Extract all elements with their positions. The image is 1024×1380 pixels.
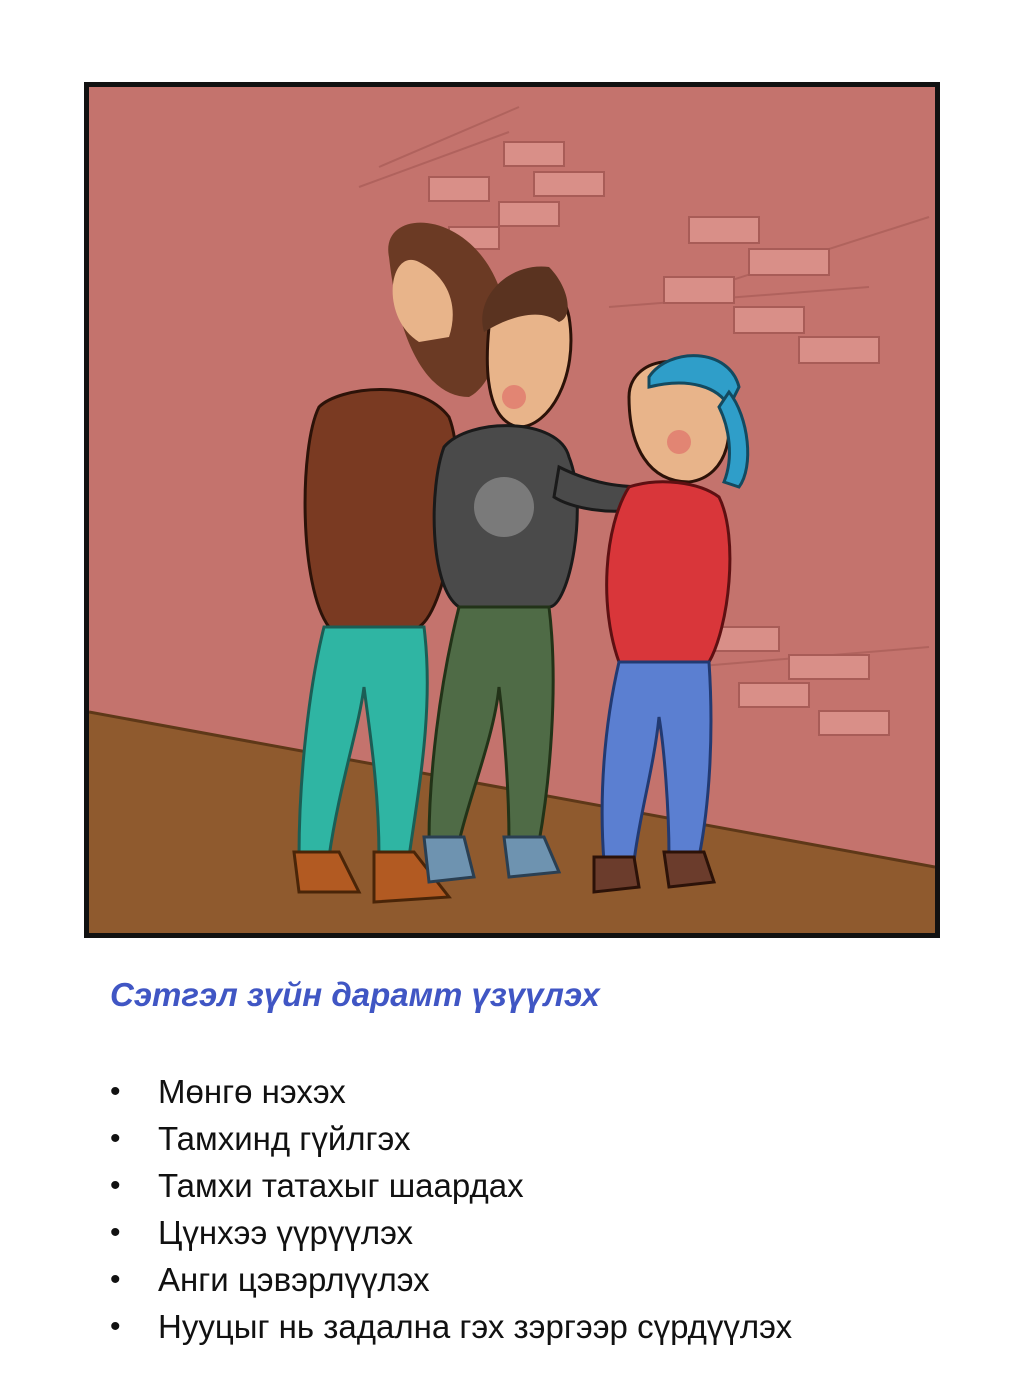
bullying-scene-illustration [89, 87, 935, 933]
bullet-icon: • [110, 1263, 121, 1296]
list-item [110, 1209, 792, 1256]
bullet-list [110, 1068, 792, 1350]
bullet-icon: • [110, 1169, 121, 1202]
list-item [110, 1256, 792, 1303]
list-item [110, 1115, 792, 1162]
illustration-panel [84, 82, 940, 938]
list-item [110, 1068, 792, 1115]
list-item-text: Тамхи татахыг шаардах [158, 1167, 524, 1204]
bullet-icon: • [110, 1310, 121, 1343]
bullet-icon: • [110, 1075, 121, 1108]
list-item-text: Мөнгө нэхэх [158, 1073, 346, 1110]
list-item [110, 1162, 792, 1209]
bullet-icon: • [110, 1122, 121, 1155]
section-heading: Сэтгэл зүйн дарамт үзүүлэх [110, 976, 600, 1013]
list-item-text: Тамхинд гүйлгэх [158, 1120, 411, 1157]
list-item-text: Анги цэвэрлүүлэх [158, 1261, 430, 1298]
list-item-text: Нууцыг нь задална гэх зэргээр сүрдүүлэх [158, 1308, 793, 1345]
bullet-icon: • [110, 1216, 121, 1249]
list-item-text: Цүнхээ үүрүүлэх [158, 1214, 414, 1251]
list-item [110, 1303, 792, 1350]
